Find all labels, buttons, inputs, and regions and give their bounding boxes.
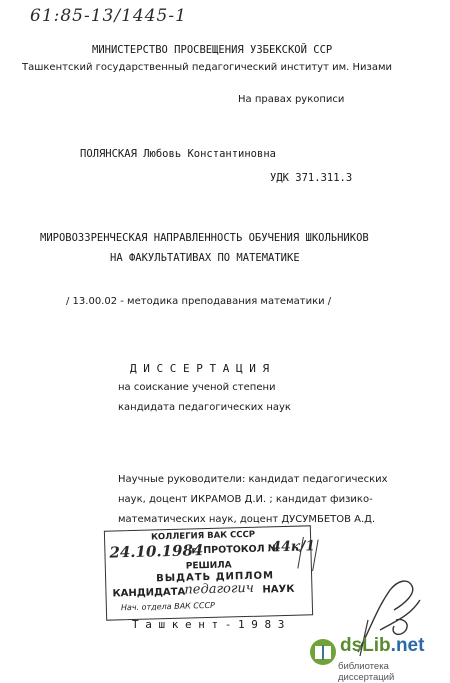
stamp-line-6: Нач. отдела ВАК СССР (120, 600, 216, 613)
stamp-line-3: РЕШИЛА (185, 560, 232, 572)
specialty-code: / 13.00.02 - методика преподавания математики / (66, 296, 332, 307)
advisors-line-1: Научные руководители: кандидат педагогических (118, 474, 388, 485)
stamp-line-1: КОЛЛЕГИЯ ВАК СССР (150, 529, 256, 543)
dslib-tagline: библиотека диссертаций (338, 661, 395, 683)
vak-approval-stamp (104, 525, 316, 620)
title-line-2: НА ФАКУЛЬТАТИВАХ ПО МАТЕМАТИКЕ (110, 252, 300, 264)
advisors-line-2: наук, доцент ИКРАМОВ Д.И. ; кандидат физико- (118, 494, 373, 505)
manuscript-rights: На правах рукописи (238, 94, 345, 105)
dslib-watermark[interactable] (308, 635, 444, 683)
dslib-site-name-b: .net (390, 635, 425, 656)
handwritten-reference: 61:85-13/1445-1 (30, 6, 187, 26)
stamp-line-5a: КАНДИДАТА (112, 586, 186, 600)
dslib-site-name (340, 635, 424, 657)
stamp-line-5b: НАУК (262, 583, 295, 596)
stamp-line-5-handwritten: педагогич (184, 580, 255, 598)
title-line-1: МИРОВОЗЗРЕНЧЕСКАЯ НАПРАВЛЕННОСТЬ ОБУЧЕНИЯ ШКОЛЬНИКОВ (40, 232, 369, 244)
purpose-line-2: кандидата педагогических наук (118, 402, 291, 413)
dslib-site-name-a: dsLib (340, 635, 391, 656)
stamp-protocol: г. ПРОТОКОЛ № (191, 543, 280, 557)
advisors-line-3: математических наук, доцент ДУСУМБЕТОВ А.Д. (118, 514, 376, 525)
stamp-line-4: ВЫДАТЬ ДИПЛОМ (155, 570, 275, 585)
document-type: Д И С С Е Р Т А Ц И Я (130, 362, 270, 375)
ministry-header: МИНИСТЕРСТВО ПРОСВЕЩЕНИЯ УЗБЕКСКОЙ ССР (92, 44, 333, 56)
udk-code: УДК 371.311.3 (270, 172, 353, 184)
stamp-date: 24.10.1984 (109, 541, 204, 562)
purpose-line-1: на соискание ученой степени (118, 382, 276, 393)
institute-header: Ташкентский государственный педагогический институт им. Низами (22, 62, 392, 73)
author-name: ПОЛЯНСКАЯ Любовь Константиновна (80, 148, 276, 160)
stamp-protocol-number: 44к/1 (271, 538, 316, 556)
city-year: Т а ш к е н т - 1 9 8 3 (132, 618, 285, 631)
dslib-logo-icon (308, 637, 338, 667)
